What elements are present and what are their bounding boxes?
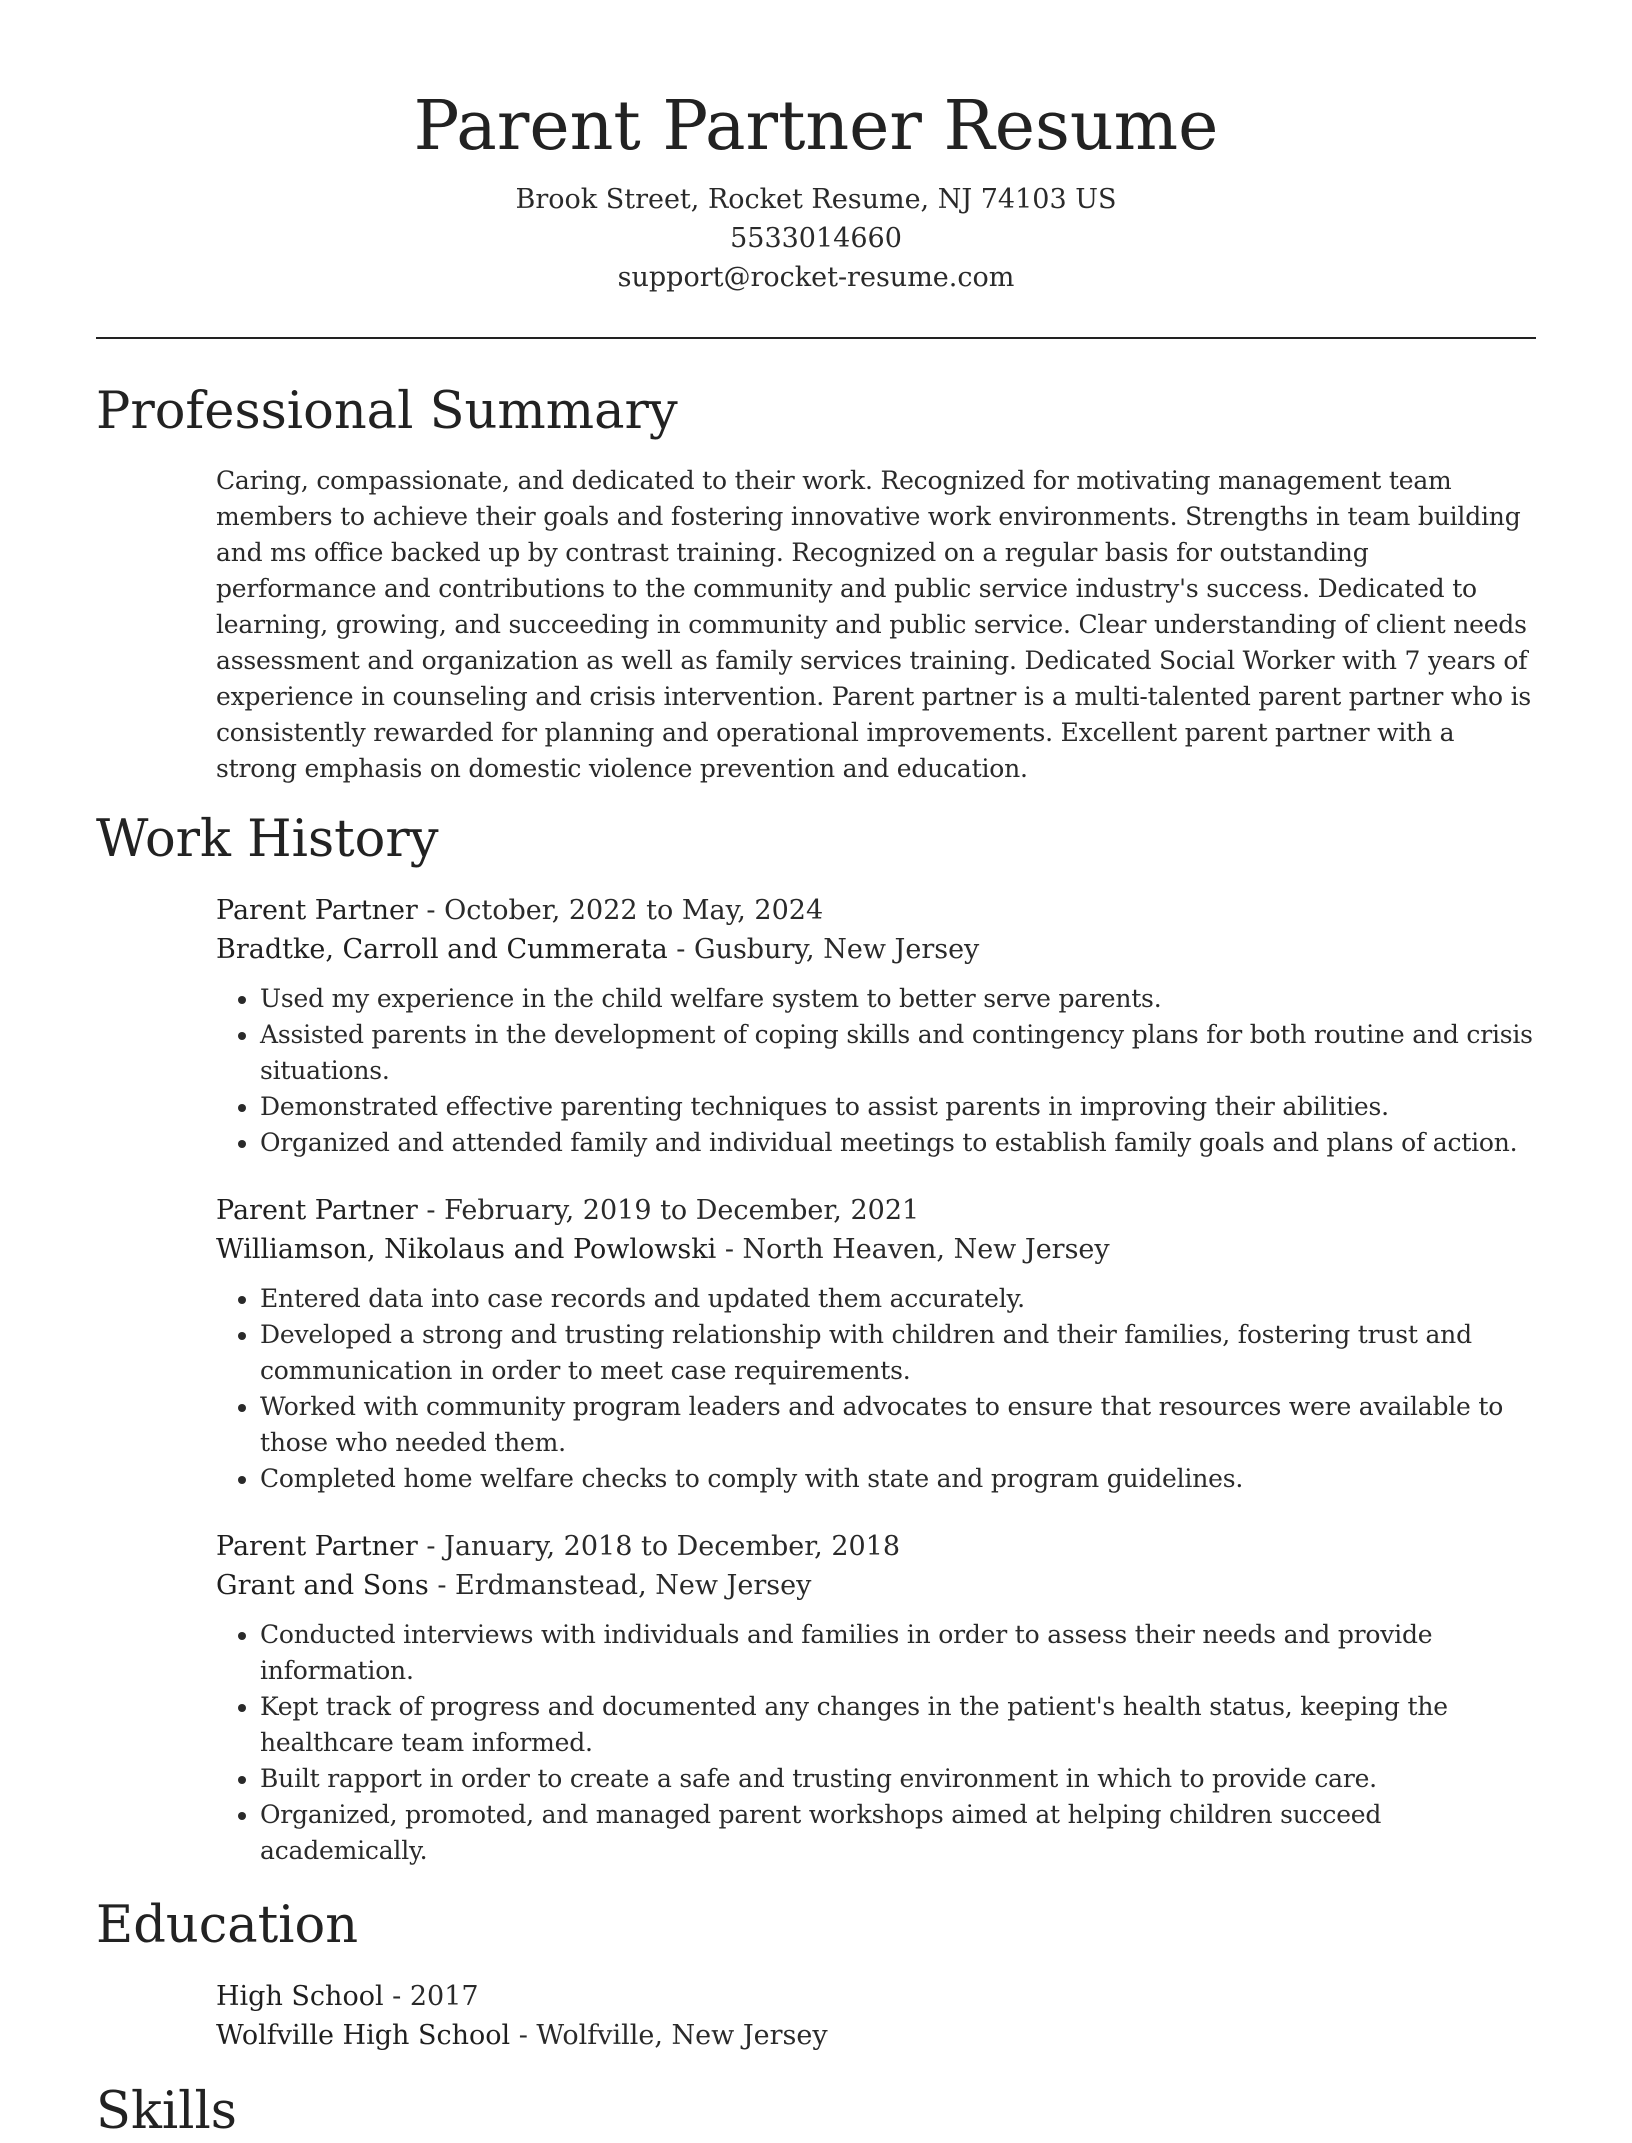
job-bullet: • Built rapport in order to create a safe and trusting environment in which to provide care. — [260, 1761, 1536, 1797]
job-company: Bradtke, Carroll and Cummerata — [216, 934, 668, 965]
job-bullet: • Organized and attended family and individual meetings to establish family goals and plans of action. — [260, 1125, 1536, 1161]
job-location: - Gusbury, New Jersey — [667, 934, 980, 965]
job-bullet: • Organized, promoted, and managed parent workshops aimed at helping children succeed academically. — [260, 1797, 1536, 1869]
job-role-line — [216, 1191, 1536, 1230]
resume-page — [96, 0, 1536, 2143]
job-entry — [216, 1527, 1536, 1869]
job-role-line — [216, 1527, 1536, 1566]
section-title-work-history: Work History — [96, 810, 439, 869]
contact-info — [96, 180, 1536, 297]
job-role: Parent Partner — [216, 1195, 418, 1226]
resume-header — [96, 0, 1536, 297]
job-dates: - February, 2019 to December, 2021 — [417, 1195, 920, 1226]
job-bullet: • Used my experience in the child welfare system to better serve parents. — [260, 981, 1536, 1017]
section-title-skills: Skills — [96, 2082, 237, 2141]
job-bullet: • Worked with community program leaders and advocates to ensure that resources were available to those who needed them. — [260, 1389, 1536, 1461]
section-title-education: Education — [96, 1896, 359, 1955]
section-title-summary: Professional Summary — [96, 382, 678, 441]
work-history-list — [216, 891, 1536, 1869]
job-dates: - January, 2018 to December, 2018 — [417, 1531, 901, 1562]
job-bullets — [216, 981, 1536, 1161]
education-location: - Wolfville, New Jersey — [510, 2020, 828, 2051]
job-bullets — [216, 1281, 1536, 1497]
job-bullet: • Assisted parents in the development of coping skills and contingency plans for both routine and crisis situations. — [260, 1017, 1536, 1089]
job-bullet: • Conducted interviews with individuals and families in order to assess their needs and provide information. — [260, 1617, 1536, 1689]
job-entry — [216, 1191, 1536, 1497]
job-role: Parent Partner — [216, 895, 418, 926]
contact-phone: 5533014660 — [730, 223, 902, 254]
education-school: Wolfville High School — [216, 2020, 511, 2051]
education-school-line — [216, 2016, 1536, 2055]
header-divider — [96, 337, 1536, 339]
job-company-line — [216, 1230, 1536, 1269]
job-bullet: • Completed home welfare checks to comply with state and program guidelines. — [260, 1461, 1536, 1497]
contact-email: support@rocket-resume.com — [617, 262, 1015, 293]
job-dates: - October, 2022 to May, 2024 — [417, 895, 824, 926]
contact-address: Brook Street, Rocket Resume, NJ 74103 US — [515, 184, 1117, 215]
job-company: Williamson, Nikolaus and Powlowski — [216, 1234, 717, 1265]
job-role-line — [216, 891, 1536, 930]
job-bullet: • Kept track of progress and documented any changes in the patient's health status, keeping the healthcare team informed. — [260, 1689, 1536, 1761]
job-company-line — [216, 930, 1536, 969]
education-year: - 2017 — [383, 1981, 479, 2012]
job-company-line — [216, 1566, 1536, 1605]
job-bullet: • Demonstrated effective parenting techniques to assist parents in improving their abilities. — [260, 1089, 1536, 1125]
job-location: - North Heaven, New Jersey — [716, 1234, 1110, 1265]
job-bullet: • Entered data into case records and updated them accurately. — [260, 1281, 1536, 1317]
education-degree-line — [216, 1977, 1536, 2016]
education-degree: High School — [216, 1981, 384, 2012]
resume-title: Parent Partner Resume — [413, 87, 1219, 166]
job-role: Parent Partner — [216, 1531, 418, 1562]
job-bullet: • Developed a strong and trusting relationship with children and their families, fostering trust and communication in order to meet case requirements. — [260, 1317, 1536, 1389]
job-bullets — [216, 1617, 1536, 1869]
summary-text: Caring, compassionate, and dedicated to their work. Recognized for motivating management team members to achieve their goals and fostering innovative work environments. Strengths in team building and ms office backed up by contrast training. Recognized on a regular basis for outstanding performance and contributions to the community and public service industry's success. Dedicated to learning, growing, and succeeding in community and public service. Clear understanding of client needs assessment and organization as well as family services training. Dedicated Social Worker with 7 years of experience in counseling and crisis intervention. Parent partner is a multi-talented parent partner who is consistently rewarded for planning and operational improvements. Excellent parent partner with a strong emphasis on domestic violence prevention and education. — [216, 466, 1532, 783]
education-entry — [216, 1977, 1536, 2055]
job-company: Grant and Sons — [216, 1570, 429, 1601]
job-entry — [216, 891, 1536, 1161]
job-location: - Erdmanstead, New Jersey — [428, 1570, 812, 1601]
